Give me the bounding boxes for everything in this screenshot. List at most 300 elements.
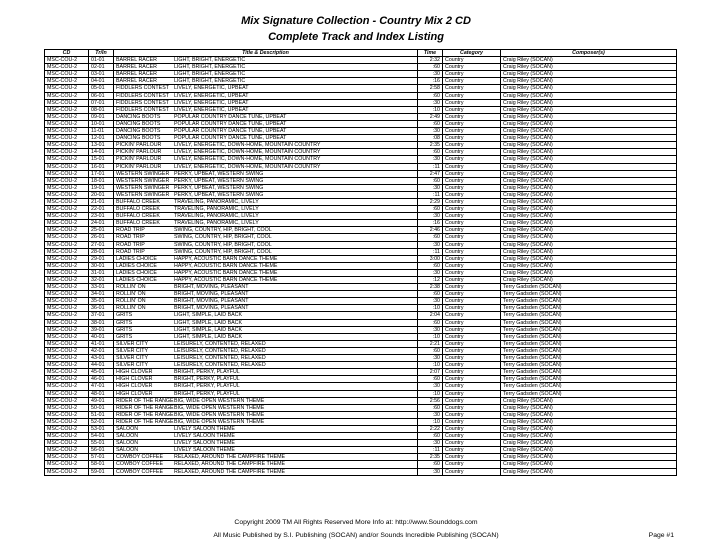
time-cell: :60 xyxy=(418,461,443,468)
track-description: LIVELY SALOON THEME xyxy=(174,433,235,440)
cd-cell: MSC-COU-2 xyxy=(45,120,89,127)
track-title: RIDER OF THE RANGE xyxy=(116,418,174,425)
cd-cell: MSC-COU-2 xyxy=(45,269,89,276)
composer-cell: Terry Gadsden (SOCAN) xyxy=(501,305,677,312)
composer-cell: Craig Riley (SOCAN) xyxy=(501,234,677,241)
table-row xyxy=(45,425,677,432)
table-row xyxy=(45,156,677,163)
table-row xyxy=(45,149,677,156)
track-title: PICKIN' PARLOUR xyxy=(116,163,162,170)
cd-cell: MSC-COU-2 xyxy=(45,142,89,149)
composer-cell: Craig Riley (SOCAN) xyxy=(501,418,677,425)
track-index-cell: 53-01 xyxy=(89,425,114,432)
time-cell: :60 xyxy=(418,319,443,326)
track-index-cell: 20-01 xyxy=(89,191,114,198)
track-description: BRIGHT, PERKY, PLAYFUL xyxy=(174,390,240,397)
composer-cell: Craig Riley (SOCAN) xyxy=(501,262,677,269)
track-title: BUFFALO CREEK xyxy=(116,206,160,213)
title-description-cell xyxy=(114,149,418,156)
composer-cell: Craig Riley (SOCAN) xyxy=(501,92,677,99)
category-cell: Country xyxy=(443,149,501,156)
time-cell: :30 xyxy=(418,156,443,163)
track-index-cell: 04-01 xyxy=(89,78,114,85)
composer-cell: Craig Riley (SOCAN) xyxy=(501,64,677,71)
track-index-cell: 38-01 xyxy=(89,319,114,326)
cd-cell: MSC-COU-2 xyxy=(45,390,89,397)
title-description-cell xyxy=(114,340,418,347)
composer-cell: Craig Riley (SOCAN) xyxy=(501,106,677,113)
track-title: BUFFALO CREEK xyxy=(116,220,160,227)
track-description: LIVELY, ENERGETIC, DOWN-HOME, MOUNTAIN COUNTRY xyxy=(174,163,321,170)
track-title: BARREL RACER xyxy=(116,71,158,78)
time-cell: :30 xyxy=(418,440,443,447)
track-index-cell: 08-01 xyxy=(89,106,114,113)
time-cell: :30 xyxy=(418,411,443,418)
track-index-cell: 17-01 xyxy=(89,170,114,177)
cd-cell: MSC-COU-2 xyxy=(45,241,89,248)
track-description: SWING, COUNTRY, HIP, BRIGHT, COOL xyxy=(174,241,272,248)
cd-cell: MSC-COU-2 xyxy=(45,234,89,241)
composer-cell: Craig Riley (SOCAN) xyxy=(501,255,677,262)
column-header-time: Time xyxy=(418,50,443,57)
composer-cell: Terry Gadsden (SOCAN) xyxy=(501,333,677,340)
track-index-cell: 15-01 xyxy=(89,156,114,163)
table-row xyxy=(45,468,677,475)
track-index-cell: 58-01 xyxy=(89,461,114,468)
track-index-cell: 14-01 xyxy=(89,149,114,156)
track-description: PERKY, UPBEAT, WESTERN SWING xyxy=(174,191,264,198)
composer-cell: Terry Gadsden (SOCAN) xyxy=(501,390,677,397)
cd-cell: MSC-COU-2 xyxy=(45,362,89,369)
cd-cell: MSC-COU-2 xyxy=(45,227,89,234)
track-title: FIDDLERS CONTEST xyxy=(116,106,169,113)
track-index-cell: 23-01 xyxy=(89,213,114,220)
table-row xyxy=(45,128,677,135)
table-row xyxy=(45,440,677,447)
track-description: LEISURELY, CONTENTED, RELAXED xyxy=(174,340,266,347)
category-cell: Country xyxy=(443,277,501,284)
track-title: LADIES CHOICE xyxy=(116,262,157,269)
column-header-composers: Composer(s) xyxy=(501,50,677,57)
title-description-cell xyxy=(114,191,418,198)
category-cell: Country xyxy=(443,298,501,305)
cd-cell: MSC-COU-2 xyxy=(45,418,89,425)
time-cell: :60 xyxy=(418,433,443,440)
table-row xyxy=(45,262,677,269)
title-description-cell xyxy=(114,241,418,248)
table-row xyxy=(45,326,677,333)
track-description: PERKY, UPBEAT, WESTERN SWING xyxy=(174,177,264,184)
composer-cell: Craig Riley (SOCAN) xyxy=(501,433,677,440)
category-cell: Country xyxy=(443,234,501,241)
cd-cell: MSC-COU-2 xyxy=(45,404,89,411)
title-description-cell xyxy=(114,262,418,269)
track-description: SWING, COUNTRY, HIP, BRIGHT, COOL xyxy=(174,234,272,241)
track-description: POPULAR COUNTRY DANCE TUNE, UPBEAT xyxy=(174,120,287,127)
time-cell: :11 xyxy=(418,447,443,454)
track-title: SALOON xyxy=(116,425,139,432)
table-row xyxy=(45,206,677,213)
track-index-cell: 42-01 xyxy=(89,347,114,354)
cd-cell: MSC-COU-2 xyxy=(45,376,89,383)
time-cell: :10 xyxy=(418,305,443,312)
track-index-cell: 30-01 xyxy=(89,262,114,269)
composer-cell: Craig Riley (SOCAN) xyxy=(501,57,677,64)
track-description: LEISURELY, CONTENTED, RELAXED xyxy=(174,347,266,354)
composer-cell: Craig Riley (SOCAN) xyxy=(501,468,677,475)
composer-cell: Craig Riley (SOCAN) xyxy=(501,440,677,447)
track-index-cell: 33-01 xyxy=(89,284,114,291)
time-cell: 2:32 xyxy=(418,57,443,64)
composer-cell: Craig Riley (SOCAN) xyxy=(501,177,677,184)
time-cell: :30 xyxy=(418,241,443,248)
category-cell: Country xyxy=(443,128,501,135)
table-row xyxy=(45,227,677,234)
track-index-cell: 07-01 xyxy=(89,99,114,106)
category-cell: Country xyxy=(443,78,501,85)
category-cell: Country xyxy=(443,163,501,170)
composer-cell: Craig Riley (SOCAN) xyxy=(501,198,677,205)
track-description: LIVELY SALOON THEME xyxy=(174,425,235,432)
track-index-cell: 13-01 xyxy=(89,142,114,149)
track-title: LADIES CHOICE xyxy=(116,269,157,276)
table-row xyxy=(45,234,677,241)
track-description: POPULAR COUNTRY DANCE TUNE, UPBEAT xyxy=(174,128,287,135)
cd-cell: MSC-COU-2 xyxy=(45,305,89,312)
category-cell: Country xyxy=(443,269,501,276)
category-cell: Country xyxy=(443,369,501,376)
track-title: PICKIN' PARLOUR xyxy=(116,149,162,156)
track-description: BRIGHT, MOVING, PLEASANT xyxy=(174,305,249,312)
track-title: GRITS xyxy=(116,312,133,319)
category-cell: Country xyxy=(443,355,501,362)
composer-cell: Craig Riley (SOCAN) xyxy=(501,454,677,461)
title-description-cell xyxy=(114,433,418,440)
table-row xyxy=(45,57,677,64)
cd-cell: MSC-COU-2 xyxy=(45,447,89,454)
track-title: BUFFALO CREEK xyxy=(116,198,160,205)
table-row xyxy=(45,213,677,220)
table-row xyxy=(45,277,677,284)
title-description-cell xyxy=(114,57,418,64)
cd-cell: MSC-COU-2 xyxy=(45,213,89,220)
cd-cell: MSC-COU-2 xyxy=(45,106,89,113)
track-title: BUFFALO CREEK xyxy=(116,213,160,220)
title-description-cell xyxy=(114,347,418,354)
track-index-cell: 22-01 xyxy=(89,206,114,213)
track-title: DANCING BOOTS xyxy=(116,135,161,142)
category-cell: Country xyxy=(443,227,501,234)
track-title: HIGH CLOVER xyxy=(116,390,153,397)
title-description-cell xyxy=(114,177,418,184)
table-header-row xyxy=(45,50,677,57)
track-description: LIGHT, SIMPLE, LAID BACK xyxy=(174,319,242,326)
title-description-cell xyxy=(114,135,418,142)
track-title: RIDER OF THE RANGE xyxy=(116,397,174,404)
cd-cell: MSC-COU-2 xyxy=(45,191,89,198)
track-description: POPULAR COUNTRY DANCE TUNE, UPBEAT xyxy=(174,135,287,142)
time-cell: :60 xyxy=(418,291,443,298)
time-cell: 2:21 xyxy=(418,340,443,347)
track-index-cell: 12-01 xyxy=(89,135,114,142)
composer-cell: Craig Riley (SOCAN) xyxy=(501,220,677,227)
track-title: SILVER CITY xyxy=(116,355,148,362)
category-cell: Country xyxy=(443,206,501,213)
track-title: FIDDLERS CONTEST xyxy=(116,99,169,106)
track-title: HIGH CLOVER xyxy=(116,369,153,376)
time-cell: 2:38 xyxy=(418,284,443,291)
track-index-cell: 05-01 xyxy=(89,85,114,92)
track-title: COWBOY COFFEE xyxy=(116,454,163,461)
track-title: BARREL RACER xyxy=(116,64,158,71)
time-cell: 2:35 xyxy=(418,142,443,149)
title-description-cell xyxy=(114,106,418,113)
track-title: FIDDLERS CONTEST xyxy=(116,92,169,99)
track-description: TRAVELING, PANORAMIC, LIVELY xyxy=(174,213,259,220)
title-description-cell xyxy=(114,248,418,255)
track-title: COWBOY COFFEE xyxy=(116,468,163,475)
title-description-cell xyxy=(114,184,418,191)
time-cell: 2:46 xyxy=(418,227,443,234)
time-cell: :60 xyxy=(418,64,443,71)
title-description-cell xyxy=(114,461,418,468)
track-description: LIVELY, ENERGETIC, DOWN-HOME, MOUNTAIN COUNTRY xyxy=(174,142,321,149)
time-cell: :08 xyxy=(418,135,443,142)
title-description-cell xyxy=(114,376,418,383)
title-description-cell xyxy=(114,206,418,213)
time-cell: :11 xyxy=(418,191,443,198)
composer-cell: Craig Riley (SOCAN) xyxy=(501,99,677,106)
category-cell: Country xyxy=(443,142,501,149)
track-description: LIVELY, ENERGETIC, UPBEAT xyxy=(174,99,249,106)
category-cell: Country xyxy=(443,305,501,312)
table-row xyxy=(45,454,677,461)
table-row xyxy=(45,135,677,142)
cd-cell: MSC-COU-2 xyxy=(45,355,89,362)
track-table xyxy=(44,49,677,476)
document-title: Mix Signature Collection - Country Mix 2 CD xyxy=(241,15,471,27)
table-row xyxy=(45,255,677,262)
category-cell: Country xyxy=(443,340,501,347)
track-title: DANCING BOOTS xyxy=(116,120,161,127)
track-description: LEISURELY, CONTENTED, RELAXED xyxy=(174,355,266,362)
cd-cell: MSC-COU-2 xyxy=(45,454,89,461)
category-cell: Country xyxy=(443,135,501,142)
category-cell: Country xyxy=(443,376,501,383)
track-title: SALOON xyxy=(116,440,139,447)
time-cell: :60 xyxy=(418,120,443,127)
table-row xyxy=(45,269,677,276)
table-row xyxy=(45,383,677,390)
composer-cell: Craig Riley (SOCAN) xyxy=(501,269,677,276)
title-description-cell xyxy=(114,397,418,404)
title-description-cell xyxy=(114,369,418,376)
track-title: SALOON xyxy=(116,433,139,440)
table-row xyxy=(45,248,677,255)
track-index-cell: 47-01 xyxy=(89,383,114,390)
title-description-cell xyxy=(114,269,418,276)
track-index-cell: 06-01 xyxy=(89,92,114,99)
category-cell: Country xyxy=(443,454,501,461)
time-cell: :30 xyxy=(418,184,443,191)
track-index-cell: 27-01 xyxy=(89,241,114,248)
title-description-cell xyxy=(114,333,418,340)
title-description-cell xyxy=(114,418,418,425)
title-description-cell xyxy=(114,326,418,333)
time-cell: 2:35 xyxy=(418,454,443,461)
table-row xyxy=(45,184,677,191)
document-subtitle: Complete Track and Index Listing xyxy=(268,31,444,43)
time-cell: :10 xyxy=(418,418,443,425)
table-row xyxy=(45,142,677,149)
table-row xyxy=(45,305,677,312)
time-cell: :60 xyxy=(418,92,443,99)
track-title: ROLLIN' ON xyxy=(116,298,146,305)
title-description-cell xyxy=(114,440,418,447)
composer-cell: Craig Riley (SOCAN) xyxy=(501,411,677,418)
cd-cell: MSC-COU-2 xyxy=(45,149,89,156)
title-description-cell xyxy=(114,284,418,291)
category-cell: Country xyxy=(443,440,501,447)
track-title: ROAD TRIP xyxy=(116,248,145,255)
track-index-cell: 50-01 xyxy=(89,404,114,411)
category-cell: Country xyxy=(443,461,501,468)
composer-cell: Craig Riley (SOCAN) xyxy=(501,425,677,432)
composer-cell: Terry Gadsden (SOCAN) xyxy=(501,326,677,333)
time-cell: :60 xyxy=(418,206,443,213)
time-cell: :30 xyxy=(418,71,443,78)
composer-cell: Craig Riley (SOCAN) xyxy=(501,206,677,213)
track-index-cell: 39-01 xyxy=(89,326,114,333)
category-cell: Country xyxy=(443,319,501,326)
cd-cell: MSC-COU-2 xyxy=(45,326,89,333)
time-cell: :11 xyxy=(418,248,443,255)
title-description-cell xyxy=(114,120,418,127)
time-cell: :12 xyxy=(418,277,443,284)
table-row xyxy=(45,99,677,106)
cd-cell: MSC-COU-2 xyxy=(45,411,89,418)
table-row xyxy=(45,284,677,291)
time-cell: :30 xyxy=(418,213,443,220)
track-index-cell: 44-01 xyxy=(89,362,114,369)
category-cell: Country xyxy=(443,468,501,475)
cd-cell: MSC-COU-2 xyxy=(45,99,89,106)
track-index-cell: 11-01 xyxy=(89,128,114,135)
track-index-cell: 31-01 xyxy=(89,269,114,276)
category-cell: Country xyxy=(443,447,501,454)
cd-cell: MSC-COU-2 xyxy=(45,340,89,347)
track-description: TRAVELING, PANORAMIC, LIVELY xyxy=(174,220,259,227)
track-title: SILVER CITY xyxy=(116,362,148,369)
composer-cell: Craig Riley (SOCAN) xyxy=(501,227,677,234)
track-index-cell: 21-01 xyxy=(89,198,114,205)
title-description-cell xyxy=(114,156,418,163)
composer-cell: Craig Riley (SOCAN) xyxy=(501,128,677,135)
title-description-cell xyxy=(114,78,418,85)
track-title: WESTERN SWINGER xyxy=(116,170,170,177)
track-index-cell: 09-01 xyxy=(89,113,114,120)
table-row xyxy=(45,106,677,113)
track-index-cell: 19-01 xyxy=(89,184,114,191)
track-index-cell: 26-01 xyxy=(89,234,114,241)
cd-cell: MSC-COU-2 xyxy=(45,57,89,64)
track-index-cell: 16-01 xyxy=(89,163,114,170)
track-title: DANCING BOOTS xyxy=(116,113,161,120)
track-description: PERKY, UPBEAT, WESTERN SWING xyxy=(174,170,264,177)
cd-cell: MSC-COU-2 xyxy=(45,206,89,213)
table-row xyxy=(45,390,677,397)
table-row xyxy=(45,120,677,127)
track-title: SILVER CITY xyxy=(116,340,148,347)
category-cell: Country xyxy=(443,71,501,78)
track-description: RELAXED, AROUND THE CAMPFIRE THEME xyxy=(174,468,286,475)
composer-cell: Craig Riley (SOCAN) xyxy=(501,397,677,404)
track-rows xyxy=(45,57,677,476)
composer-cell: Terry Gadsden (SOCAN) xyxy=(501,376,677,383)
title-description-cell xyxy=(114,85,418,92)
composer-cell: Terry Gadsden (SOCAN) xyxy=(501,312,677,319)
cd-cell: MSC-COU-2 xyxy=(45,78,89,85)
category-cell: Country xyxy=(443,92,501,99)
composer-cell: Terry Gadsden (SOCAN) xyxy=(501,284,677,291)
cd-cell: MSC-COU-2 xyxy=(45,128,89,135)
track-description: LIGHT, SIMPLE, LAID BACK xyxy=(174,312,242,319)
track-index-cell: 01-01 xyxy=(89,57,114,64)
track-description: LIGHT, BRIGHT, ENERGETIC xyxy=(174,78,246,85)
track-description: BRIGHT, PERKY, PLAYFUL xyxy=(174,376,240,383)
track-title: WESTERN SWINGER xyxy=(116,184,170,191)
cd-cell: MSC-COU-2 xyxy=(45,85,89,92)
track-title: GRITS xyxy=(116,326,133,333)
category-cell: Country xyxy=(443,284,501,291)
table-row xyxy=(45,163,677,170)
track-title: HIGH CLOVER xyxy=(116,383,153,390)
track-description: BIG, WIDE OPEN WESTERN THEME xyxy=(174,397,265,404)
cd-cell: MSC-COU-2 xyxy=(45,71,89,78)
track-index-cell: 41-01 xyxy=(89,340,114,347)
time-cell: :60 xyxy=(418,262,443,269)
category-cell: Country xyxy=(443,404,501,411)
time-cell: :60 xyxy=(418,376,443,383)
table-row xyxy=(45,312,677,319)
time-cell: :10 xyxy=(418,333,443,340)
composer-cell: Craig Riley (SOCAN) xyxy=(501,71,677,78)
title-description-cell xyxy=(114,305,418,312)
column-header-track-index: Tr/In xyxy=(89,50,114,57)
category-cell: Country xyxy=(443,333,501,340)
track-index-cell: 35-01 xyxy=(89,298,114,305)
title-description-cell xyxy=(114,355,418,362)
category-cell: Country xyxy=(443,425,501,432)
time-cell: :60 xyxy=(418,404,443,411)
table-row xyxy=(45,319,677,326)
cd-cell: MSC-COU-2 xyxy=(45,163,89,170)
track-description: LIGHT, SIMPLE, LAID BACK xyxy=(174,333,242,340)
track-title: GRITS xyxy=(116,333,133,340)
track-index-cell: 28-01 xyxy=(89,248,114,255)
table-row xyxy=(45,433,677,440)
track-description: HAPPY, ACOUSTIC BARN DANCE THEME xyxy=(174,277,278,283)
time-cell: 2:56 xyxy=(418,397,443,404)
table-row xyxy=(45,177,677,184)
category-cell: Country xyxy=(443,64,501,71)
cd-cell: MSC-COU-2 xyxy=(45,113,89,120)
track-index-cell: 24-01 xyxy=(89,220,114,227)
track-description: LIVELY, ENERGETIC, DOWN-HOME, MOUNTAIN COUNTRY xyxy=(174,149,321,156)
time-cell: :30 xyxy=(418,326,443,333)
table-row xyxy=(45,71,677,78)
table-row xyxy=(45,411,677,418)
